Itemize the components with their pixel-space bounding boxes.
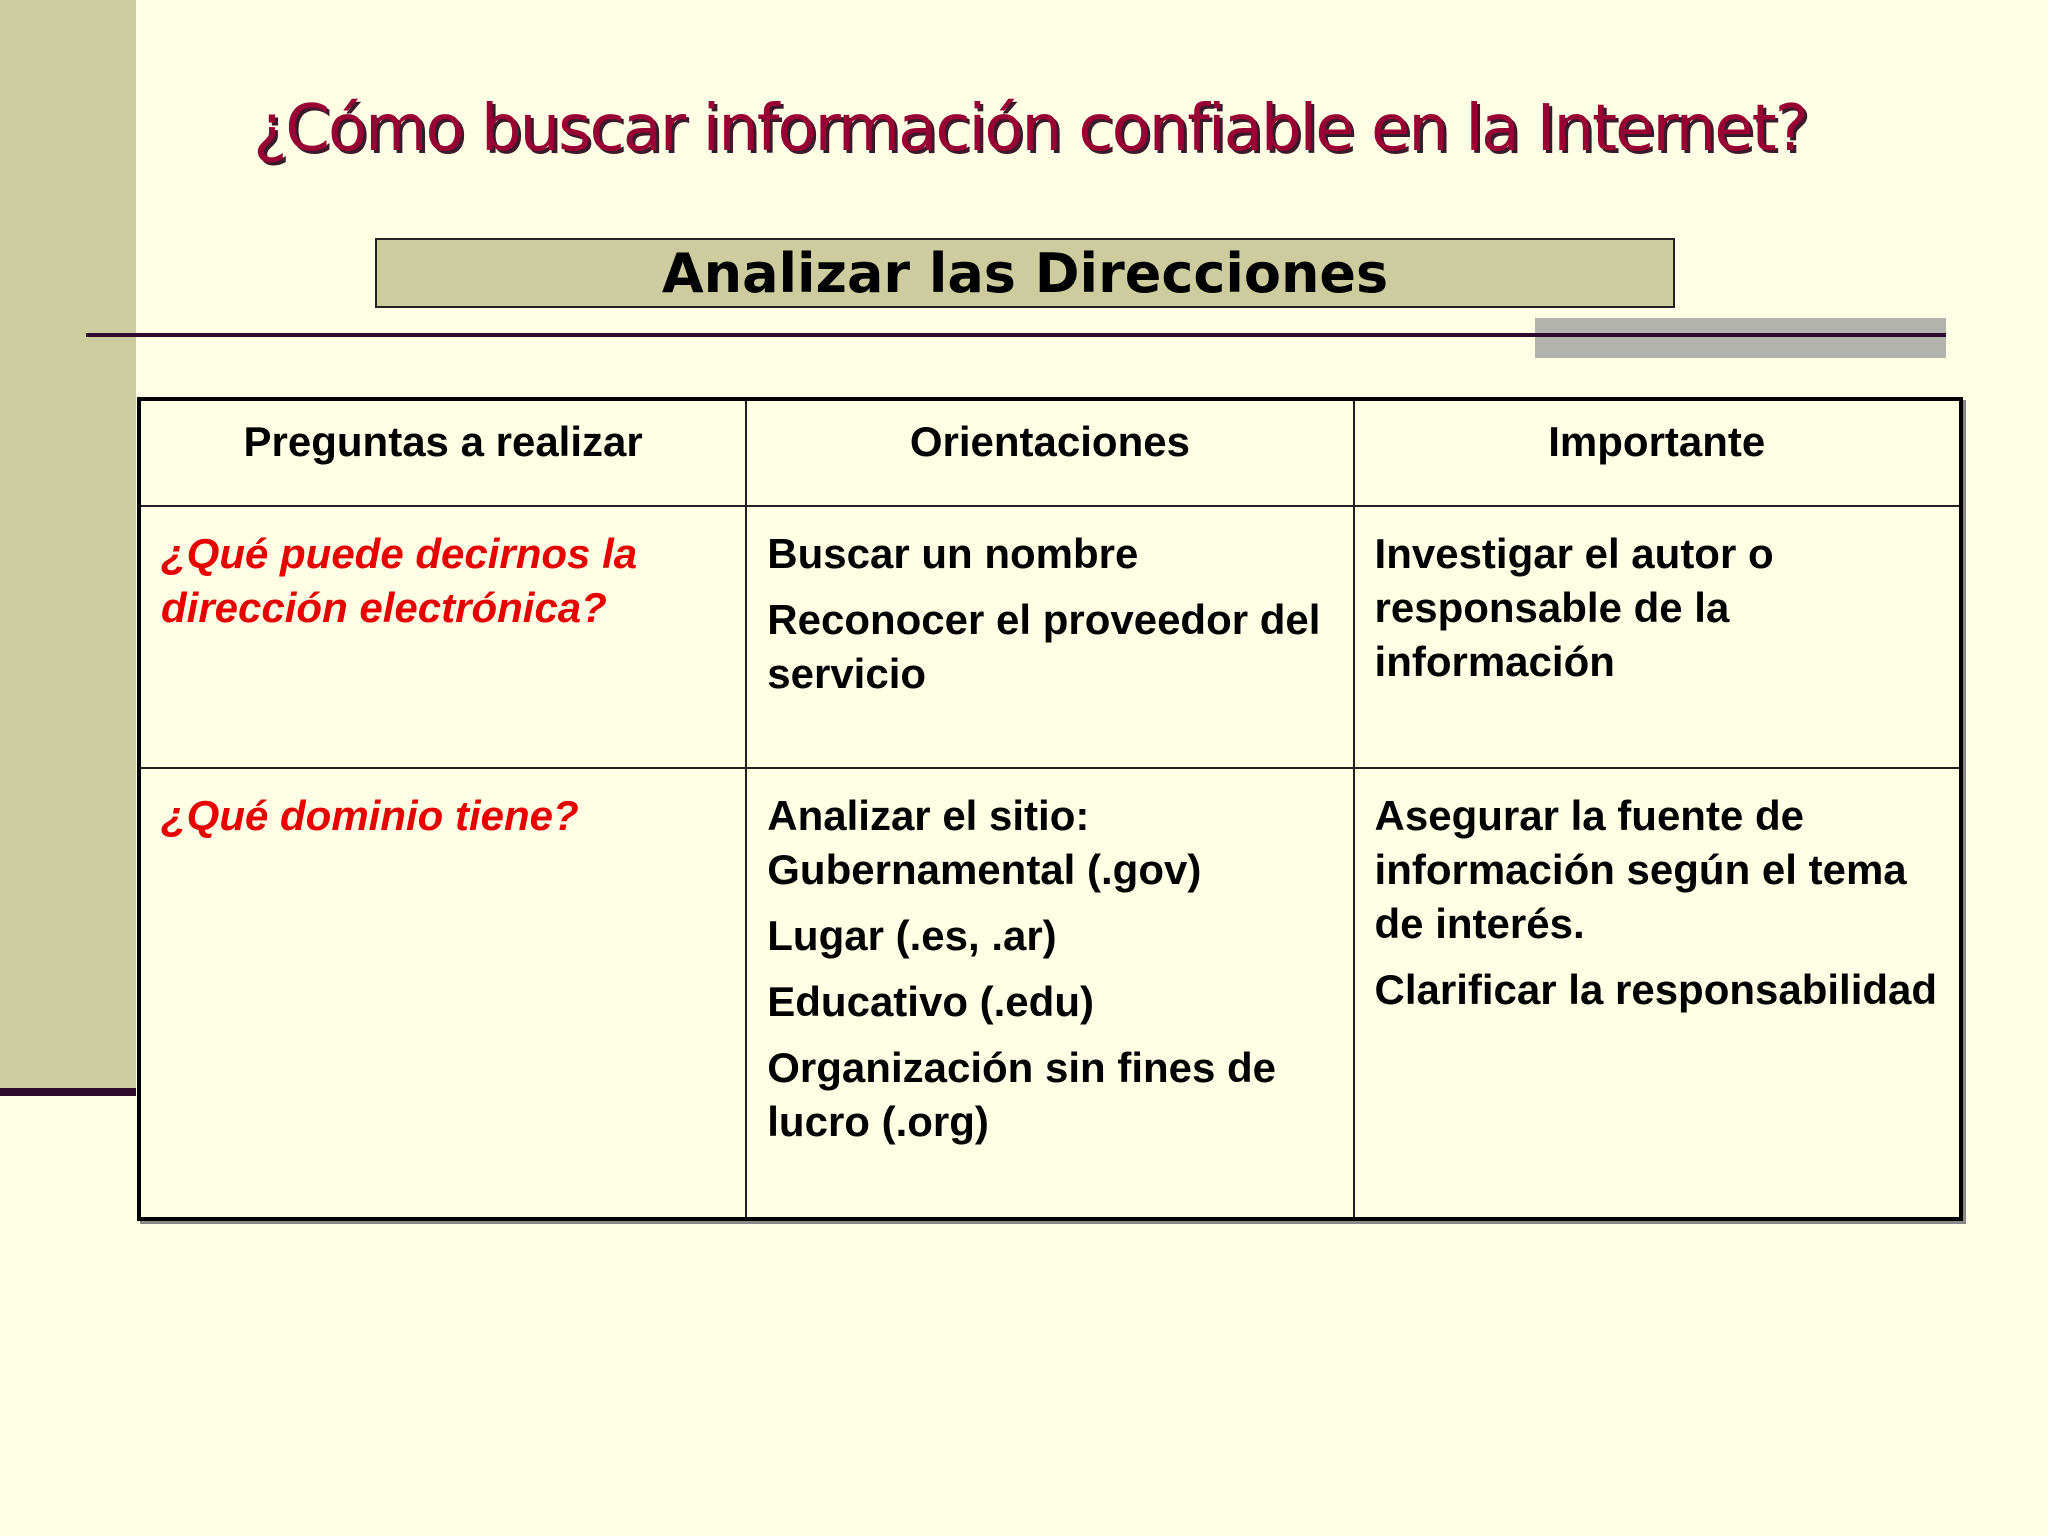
orientacion-item: Analizar el sitio: Gubernamental (.gov)	[767, 792, 1202, 893]
divider-line	[86, 333, 1946, 337]
orientacion-item: Organización sin fines de lucro (.org)	[767, 1044, 1277, 1145]
importante-item: Investigar el autor o responsable de la información	[1374, 530, 1774, 685]
table-cell-question	[139, 506, 746, 768]
table-cell-orientaciones	[746, 768, 1353, 1219]
table-header-cell: Preguntas a realizar	[139, 399, 746, 506]
orientacion-item: Educativo (.edu)	[767, 978, 1094, 1025]
table-cell-importante	[1354, 768, 1961, 1219]
left-decorative-bar	[0, 0, 136, 1088]
orientacion-item: Buscar un nombre	[767, 530, 1139, 577]
question-text: ¿Qué dominio tiene?	[161, 792, 579, 839]
slide-title: ¿Cómo buscar información confiable en la Internet?	[253, 92, 1807, 166]
table-header-cell: Importante	[1354, 399, 1961, 506]
table-cell-question	[139, 768, 746, 1219]
info-table	[137, 397, 1963, 1221]
subtitle-box	[375, 238, 1675, 308]
table-header-cell: Orientaciones	[746, 399, 1353, 506]
table-row	[139, 768, 1961, 1219]
orientacion-item: Reconocer el proveedor del servicio	[767, 596, 1321, 697]
question-text: ¿Qué puede decirnos la dirección electrónica?	[161, 530, 638, 631]
table-cell-orientaciones	[746, 506, 1353, 768]
subtitle-text: Analizar las Direcciones	[661, 241, 1389, 305]
importante-item: Clarificar la responsabilidad	[1374, 966, 1938, 1013]
orientacion-item: Lugar (.es, .ar)	[767, 912, 1057, 959]
importante-item: Asegurar la fuente de información según el tema de interés.	[1374, 792, 1907, 947]
left-bar-underline	[0, 1088, 136, 1096]
table-header-row	[139, 399, 1961, 506]
decorative-grey-block	[1535, 318, 1946, 358]
table-row	[139, 506, 1961, 768]
table-cell-importante	[1354, 506, 1961, 768]
